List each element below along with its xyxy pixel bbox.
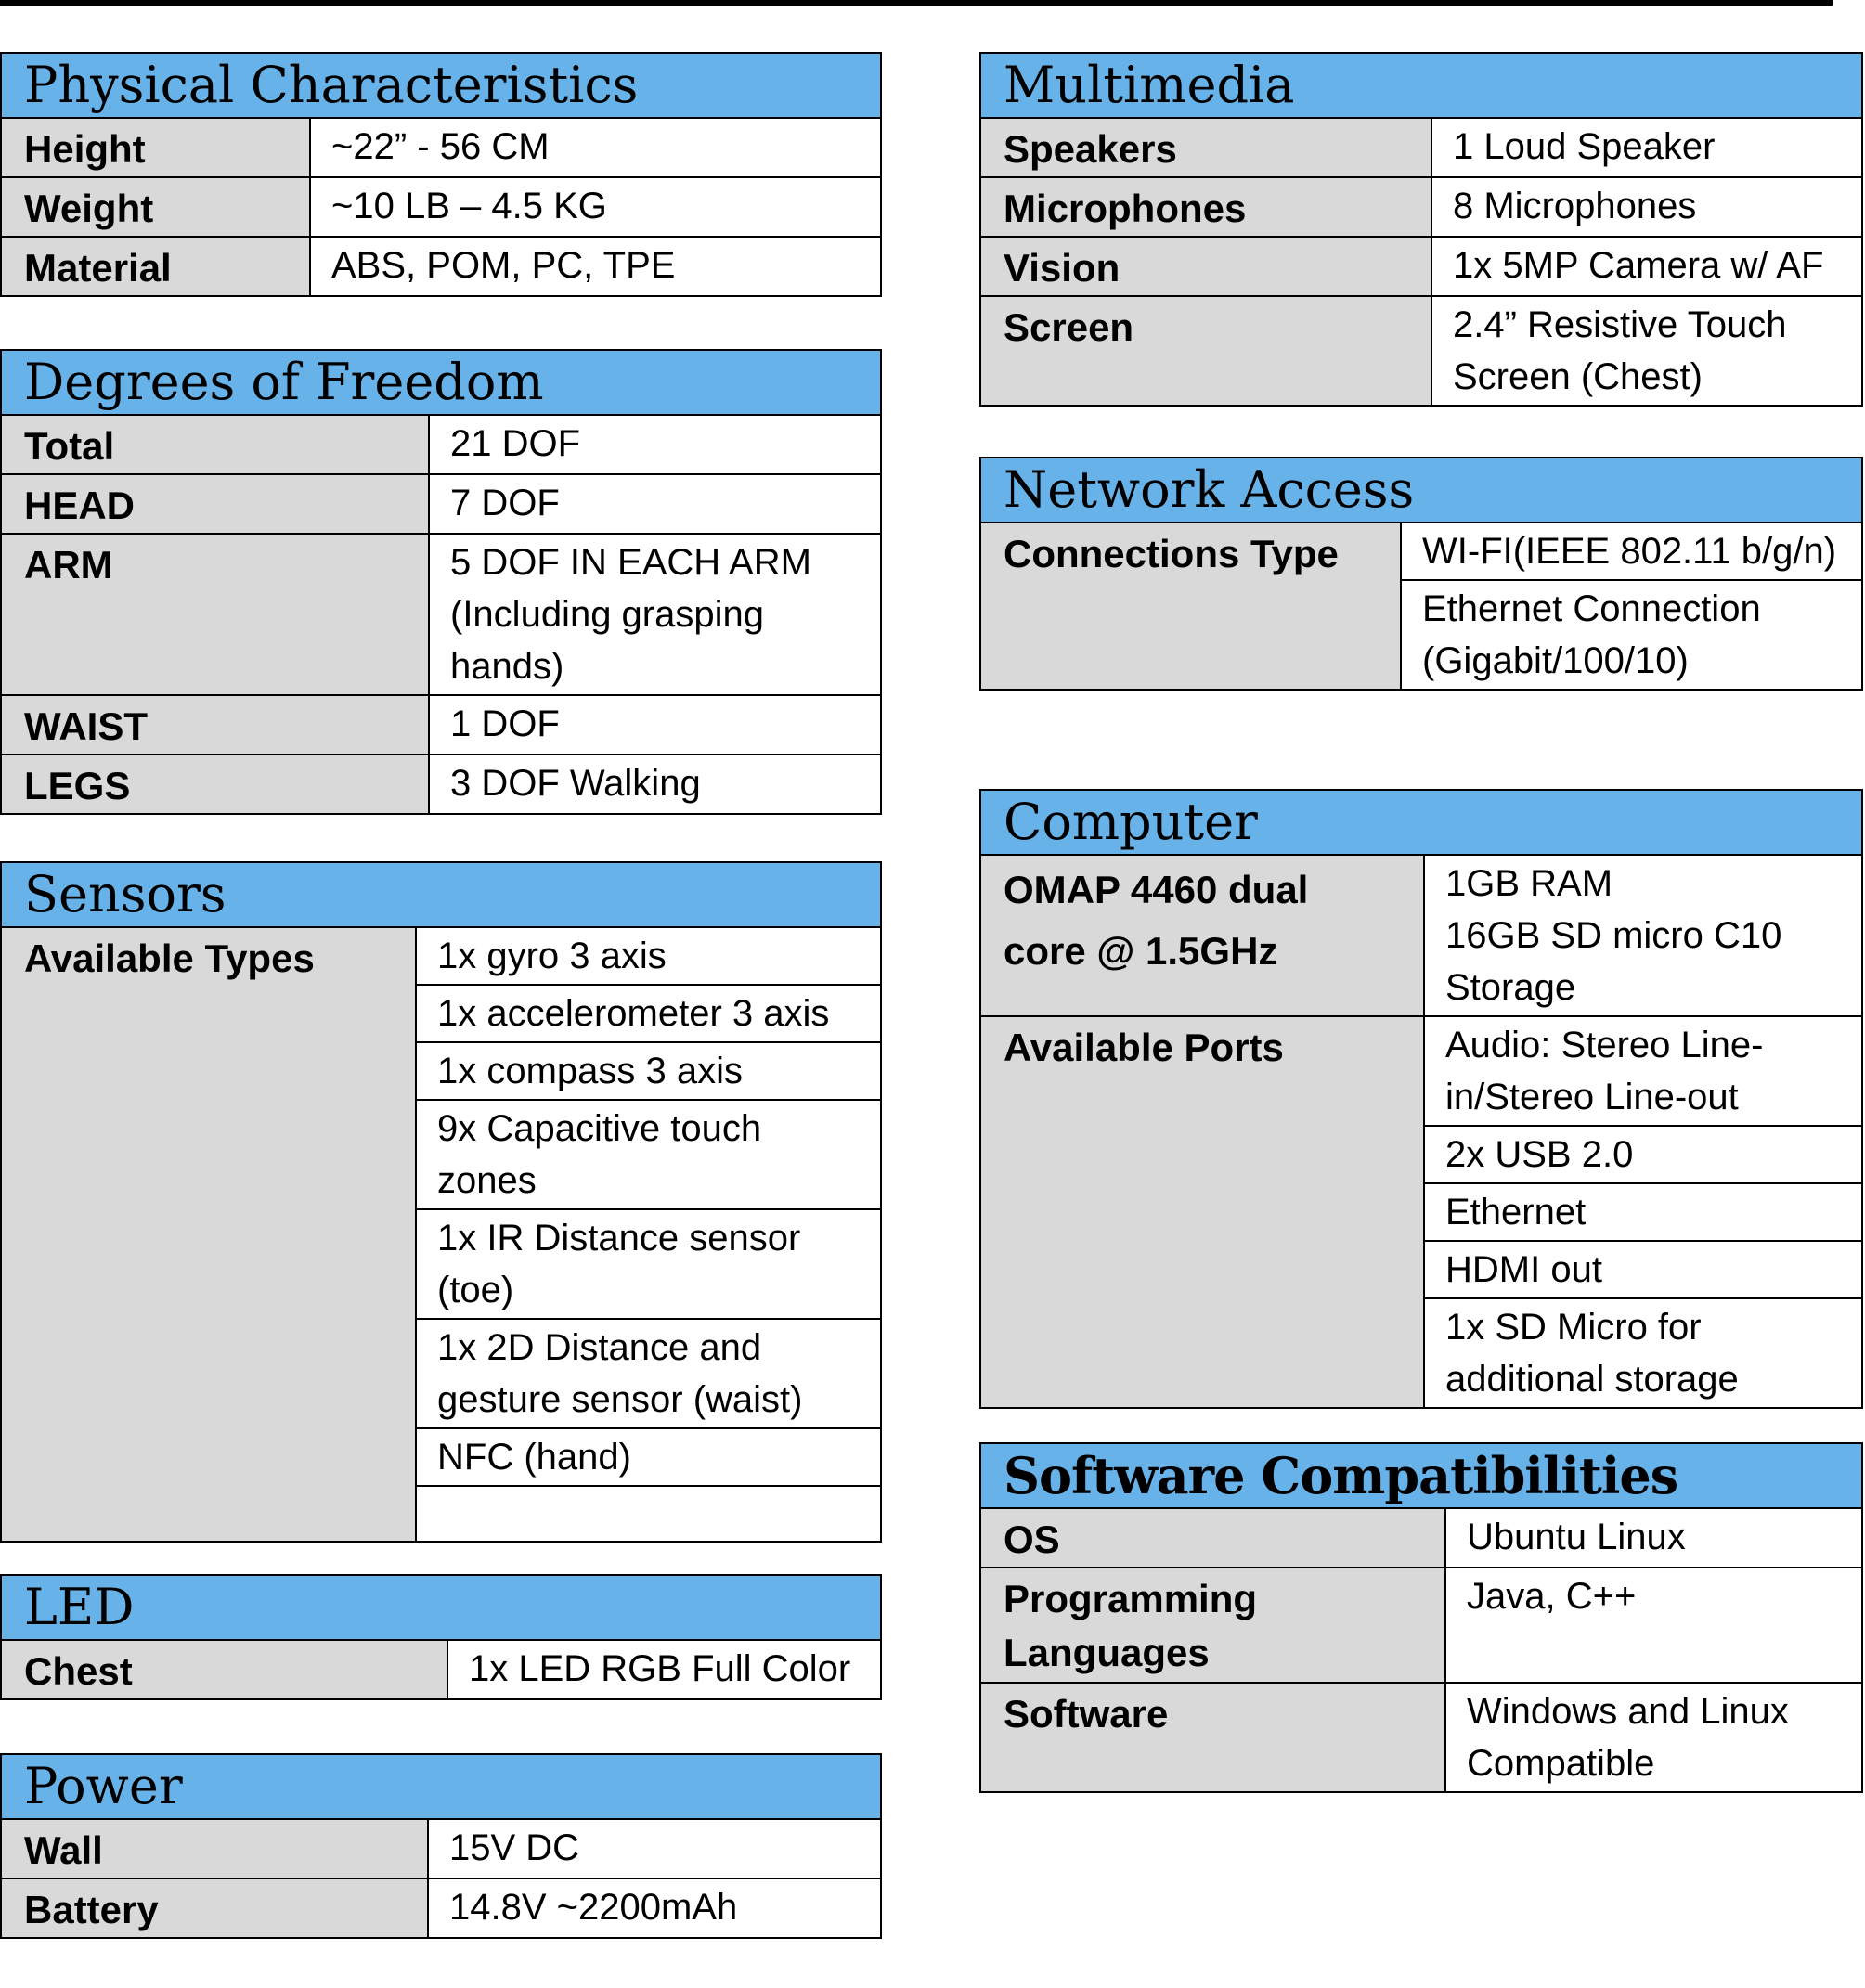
port-value: Audio: Stereo Line-in/Stereo Line-out	[1424, 1016, 1862, 1126]
row-label: Available Ports	[980, 1016, 1424, 1408]
computer-table	[979, 789, 1863, 1409]
row-label: Programming Languages	[980, 1568, 1445, 1683]
table-row	[980, 855, 1862, 1016]
row-value: Java, C++	[1445, 1568, 1862, 1683]
table-row	[1, 927, 881, 985]
table-row	[1, 1878, 881, 1938]
physical-characteristics-table	[0, 52, 882, 297]
row-value: Ethernet Connection (Gigabit/100/10)	[1401, 580, 1862, 690]
row-value: 1 DOF	[429, 695, 881, 755]
row-label: Speakers	[980, 118, 1431, 177]
sensor-value: 1x gyro 3 axis	[416, 927, 881, 985]
table-row	[1, 695, 881, 755]
sensor-value: 1x IR Distance sensor (toe)	[416, 1209, 881, 1319]
row-label: Software	[980, 1683, 1445, 1792]
sensor-value: 1x compass 3 axis	[416, 1042, 881, 1100]
table-row	[980, 296, 1862, 406]
sensor-value: 1x 2D Distance and gesture sensor (waist)	[416, 1319, 881, 1428]
row-label: Chest	[1, 1640, 447, 1699]
row-label: Wall	[1, 1819, 428, 1878]
section-title: Computer	[980, 790, 1862, 855]
row-label: Screen	[980, 296, 1431, 406]
row-label: Available Types	[1, 927, 416, 1542]
table-row	[1, 118, 881, 177]
row-value: 21 DOF	[429, 415, 881, 474]
cpu-label: OMAP 4460 dual core @ 1.5GHz	[980, 855, 1424, 1016]
sensors-table	[0, 861, 882, 1543]
cpu-specs	[1424, 855, 1862, 1016]
row-label: WAIST	[1, 695, 429, 755]
row-value: Windows and Linux Compatible	[1445, 1683, 1862, 1792]
row-value: 2.4” Resistive Touch Screen (Chest)	[1431, 296, 1862, 406]
row-value: 14.8V ~2200mAh	[428, 1878, 881, 1938]
sensor-value: NFC (hand)	[416, 1428, 881, 1486]
port-value: Ethernet	[1424, 1183, 1862, 1241]
table-row	[1, 474, 881, 534]
section-title: LED	[1, 1575, 881, 1640]
row-label: HEAD	[1, 474, 429, 534]
section-title: Sensors	[1, 862, 881, 927]
table-row	[980, 1016, 1862, 1126]
row-label: Connections Type	[980, 523, 1401, 690]
row-value: 8 Microphones	[1431, 177, 1862, 237]
port-value: HDMI out	[1424, 1241, 1862, 1298]
row-label: LEGS	[1, 755, 429, 814]
table-row	[980, 1683, 1862, 1792]
row-value: ABS, POM, PC, TPE	[310, 237, 881, 296]
row-label: Total	[1, 415, 429, 474]
software-compatibilities-table	[979, 1442, 1863, 1793]
row-value: ~10 LB – 4.5 KG	[310, 177, 881, 237]
cpu-spec-line: 16GB SD micro C10 Storage	[1445, 915, 1782, 1008]
row-value: 3 DOF Walking	[429, 755, 881, 814]
table-row	[1, 237, 881, 296]
row-value: 5 DOF IN EACH ARM (Including grasping hands)	[429, 534, 881, 695]
table-row	[1, 415, 881, 474]
table-row	[1, 755, 881, 814]
top-horizontal-rule	[0, 0, 1833, 6]
table-row	[1, 1640, 881, 1699]
degrees-of-freedom-table	[0, 349, 882, 815]
led-table	[0, 1574, 882, 1700]
section-title: Physical Characteristics	[1, 53, 881, 118]
sensor-value: 1x accelerometer 3 axis	[416, 985, 881, 1042]
row-label: Microphones	[980, 177, 1431, 237]
section-title: Software Compatibilities	[980, 1443, 1862, 1508]
table-row	[1, 534, 881, 695]
section-title: Multimedia	[980, 53, 1862, 118]
row-label: Material	[1, 237, 310, 296]
table-row	[980, 177, 1862, 237]
table-row	[980, 1568, 1862, 1683]
table-row	[980, 1508, 1862, 1568]
empty-cell	[416, 1486, 881, 1542]
row-label: Battery	[1, 1878, 428, 1938]
cpu-spec-line: 1GB RAM	[1445, 863, 1613, 904]
sensor-value: 9x Capacitive touch zones	[416, 1100, 881, 1209]
power-table	[0, 1753, 882, 1939]
port-value: 2x USB 2.0	[1424, 1126, 1862, 1183]
row-value: Ubuntu Linux	[1445, 1508, 1862, 1568]
row-value: 1x 5MP Camera w/ AF	[1431, 237, 1862, 296]
port-value: 1x SD Micro for additional storage	[1424, 1298, 1862, 1408]
row-value: ~22” - 56 CM	[310, 118, 881, 177]
row-value: WI-FI(IEEE 802.11 b/g/n)	[1401, 523, 1862, 580]
network-access-table	[979, 457, 1863, 691]
table-row	[980, 237, 1862, 296]
row-value: 15V DC	[428, 1819, 881, 1878]
section-title: Network Access	[980, 458, 1862, 523]
section-title: Power	[1, 1754, 881, 1819]
table-row	[980, 118, 1862, 177]
row-label: Weight	[1, 177, 310, 237]
row-value: 7 DOF	[429, 474, 881, 534]
table-row	[1, 177, 881, 237]
table-row	[1, 1819, 881, 1878]
row-label: OS	[980, 1508, 1445, 1568]
row-label: Vision	[980, 237, 1431, 296]
multimedia-table	[979, 52, 1863, 407]
row-value: 1x LED RGB Full Color	[447, 1640, 881, 1699]
table-row	[980, 523, 1862, 580]
row-value: 1 Loud Speaker	[1431, 118, 1862, 177]
row-label: ARM	[1, 534, 429, 695]
section-title: Degrees of Freedom	[1, 350, 881, 415]
row-label: Height	[1, 118, 310, 177]
